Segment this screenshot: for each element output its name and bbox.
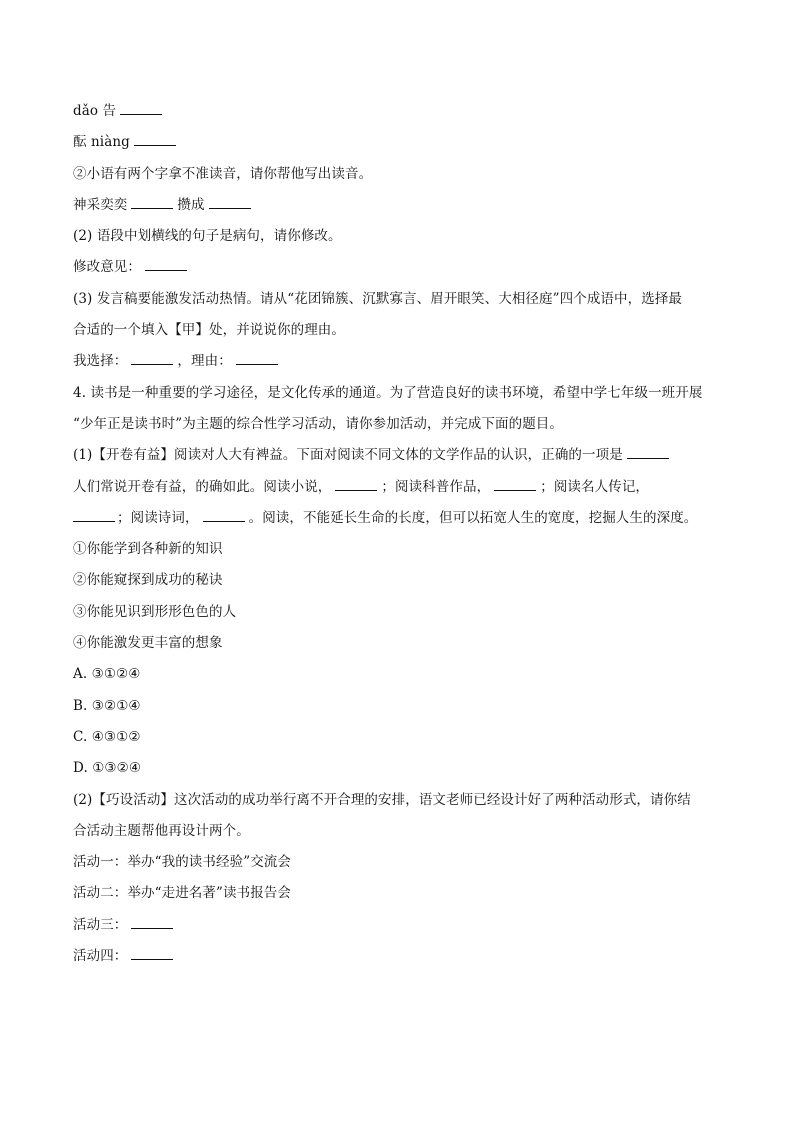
- statement-2: [73, 570, 702, 601]
- word-zancheng-text: 攒成: [177, 196, 205, 213]
- passage-blank-science[interactable]: [494, 477, 536, 491]
- passage-blank-novel[interactable]: [335, 477, 377, 491]
- pinyin-dao-blank[interactable]: [120, 101, 162, 115]
- passage-text-1a: 人们常说开卷有益，的确如此。阅读小说，: [73, 478, 332, 495]
- question-4-line-1: [73, 383, 702, 414]
- statement-1: [73, 539, 702, 570]
- passage-blank-biography[interactable]: [73, 508, 115, 522]
- option-b[interactable]: [73, 696, 702, 727]
- statement-4-text: ④你能激发更丰富的想象: [73, 635, 223, 652]
- activity-1-text: 活动一：举办“我的读书经验”交流会: [73, 854, 292, 871]
- question-2-text: (2) 语段中划横线的句子是病句，请你修改。: [73, 228, 342, 245]
- reason-blank[interactable]: [236, 351, 278, 365]
- activity-1: [73, 852, 702, 883]
- sub-question-1-text: (1)【开卷有益】阅读对人大有裨益。下面对阅读不同文体的文学作品的认识，正确的一项是: [73, 447, 623, 464]
- passage-text-2b: 。阅读，不能延长生命的长度，但可以拓宽人生的宽度，挖掘人生的深度。: [248, 509, 698, 526]
- reason-label: ，理由：: [177, 353, 232, 370]
- activity-3-label: 活动三：: [73, 916, 128, 933]
- statement-2-text: ②你能窥探到成功的秘诀: [73, 572, 223, 589]
- option-b-text: B. ③②①④: [73, 697, 141, 714]
- question-4-text-2: “少年正是读书时”为主题的综合性学习活动，请你参加活动，并完成下面的题目。: [73, 415, 564, 432]
- option-c-text: C. ④③①②: [73, 728, 141, 745]
- question-3-text-1: (3) 发言稿要能激发活动热情。请从“花团锦簇、沉默寡言、眉开眼笑、大相径庭”四个成语中，选择最: [73, 290, 683, 307]
- sub-question-2-text-2: 合活动主题帮他再设计两个。: [73, 822, 250, 839]
- reading-instruction-line: [73, 164, 702, 195]
- word-shencai-text: 神采奕奕: [73, 196, 128, 213]
- pinyin-dao-line: [73, 101, 702, 132]
- passage-blank-poetry[interactable]: [203, 508, 245, 522]
- pinyin-niang-text: 酝 niàng: [73, 134, 130, 151]
- reading-instruction-text: ②小语有两个字拿不准读音，请你帮他写出读音。: [73, 165, 373, 182]
- question-2-line: [73, 226, 702, 257]
- revision-line: [73, 257, 702, 288]
- question-3-line-1: [73, 289, 702, 320]
- question-3-line-2: [73, 320, 702, 351]
- sub-question-2-line-1: [73, 790, 702, 821]
- word-shencai-blank[interactable]: [131, 195, 173, 209]
- statement-4: [73, 633, 702, 664]
- passage-text-1c: ；阅读名人传记，: [540, 478, 650, 495]
- activity-3: [73, 915, 702, 946]
- activity-2: [73, 883, 702, 914]
- question-4-line-2: [73, 414, 702, 445]
- reading-words-line: [73, 195, 702, 226]
- option-d[interactable]: [73, 758, 702, 789]
- activity-4-blank[interactable]: [131, 946, 173, 960]
- sub-question-1-line: [73, 445, 702, 476]
- pinyin-niang-blank[interactable]: [134, 132, 176, 146]
- option-c[interactable]: [73, 727, 702, 758]
- sub-question-2-text-1: (2)【巧设活动】这次活动的成功举行离不开合理的安排，语文老师已经设计好了两种活动形式，请你结: [73, 791, 691, 808]
- passage-text-2a: ；阅读诗词，: [117, 509, 199, 526]
- sub-question-2-line-2: [73, 821, 702, 852]
- activity-3-blank[interactable]: [131, 915, 173, 929]
- choice-label: 我选择：: [73, 353, 128, 370]
- choice-reason-line: [73, 351, 702, 382]
- pinyin-dao-text: dǎo 告: [73, 103, 117, 119]
- pinyin-niang-line: [73, 132, 702, 163]
- activity-4: [73, 946, 702, 977]
- option-d-text: D. ①③②④: [73, 760, 142, 777]
- passage-text-1b: ；阅读科普作品，: [381, 478, 491, 495]
- word-zancheng-blank[interactable]: [209, 195, 251, 209]
- question-4-text-1: 4. 读书是一种重要的学习途径，是文化传承的通道。为了营造良好的读书环境，希望中学七年级一班开展: [73, 384, 702, 401]
- passage-line-1: [73, 477, 702, 508]
- statement-1-text: ①你能学到各种新的知识: [73, 541, 223, 558]
- option-a-text: A. ③①②④: [73, 666, 141, 683]
- activity-2-text: 活动二：举办“走进名著”读书报告会: [73, 885, 292, 902]
- passage-line-2: [73, 508, 702, 539]
- question-3-text-2: 合适的一个填入【甲】处，并说说你的理由。: [73, 322, 345, 339]
- revision-label: 修改意见：: [73, 259, 141, 276]
- sub-question-1-blank[interactable]: [627, 445, 669, 459]
- activity-4-label: 活动四：: [73, 948, 128, 965]
- option-a[interactable]: [73, 664, 702, 695]
- revision-blank[interactable]: [145, 257, 187, 271]
- statement-3-text: ③你能见识到形形色色的人: [73, 603, 237, 620]
- choice-blank[interactable]: [131, 351, 173, 365]
- statement-3: [73, 602, 702, 633]
